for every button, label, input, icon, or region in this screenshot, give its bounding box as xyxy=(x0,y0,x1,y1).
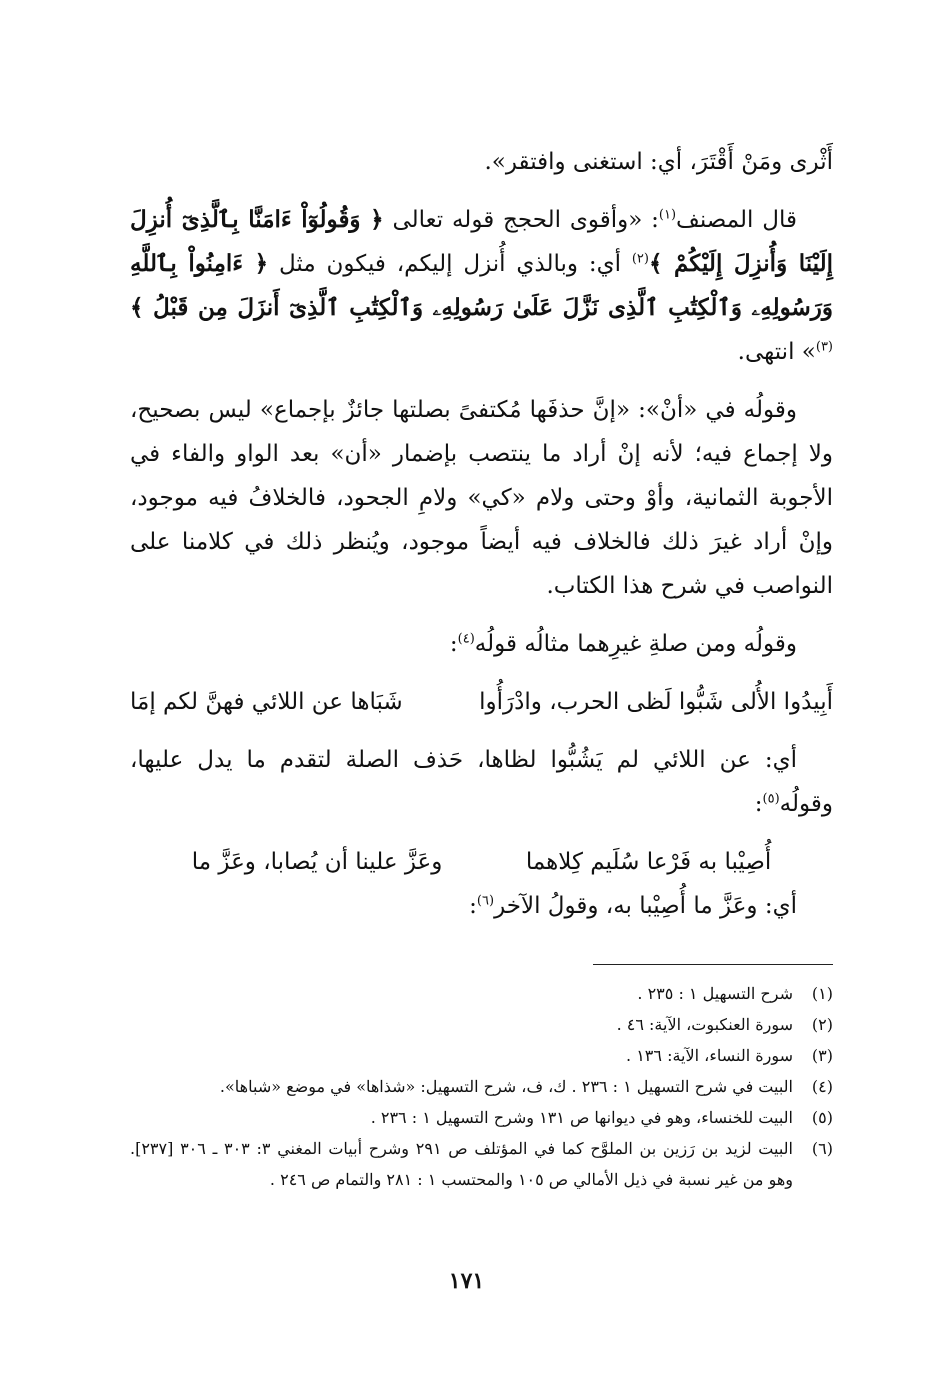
footnote-number: (١) xyxy=(811,984,833,1003)
footnote-ref-5[interactable]: (٥) xyxy=(762,791,780,807)
paragraph-4-end: : xyxy=(449,631,458,657)
poem-verse-2 xyxy=(130,840,833,884)
paragraph-5-end: : xyxy=(754,791,763,817)
paragraph-6 xyxy=(130,884,833,928)
paragraph-2-text-2: أي: وبالذي أُنزل إليكم، فيكون مثل xyxy=(278,251,621,277)
footnote-text: البيت للخنساء، وهو في ديوانها ص ١٣١ وشرح التسهيل ١ : ٢٣٦ . xyxy=(370,1108,793,1127)
footnote-number: (٦) xyxy=(811,1139,833,1158)
main-text xyxy=(130,140,833,928)
footnote-text: البيت في شرح التسهيل ١ : ٢٣٦ . ك، ف، شرح التسهيل: «شذاها» في موضع «شباها». xyxy=(219,1077,793,1096)
footnote-item xyxy=(130,1009,833,1040)
footnote-divider xyxy=(593,964,833,965)
footnote-text: سورة النساء، الآية: ١٣٦ . xyxy=(626,1046,793,1065)
page-number: ١٧١ xyxy=(448,1268,485,1294)
verse-1-second-hemistich: شَبَاها عن اللائي فهنَّ لكم إمَا xyxy=(130,689,403,715)
paragraph-6-end: : xyxy=(469,893,477,919)
quran-verse-1: ﴿ وَقُولُوٓاْ ءَامَنَّا بِٱلَّذِىٓ أُنزِلَ إِلَيْنَا وَأُنزِلَ إِلَيْكُمْ ﴾ xyxy=(130,206,833,277)
footnote-item xyxy=(130,1133,833,1195)
footnote-item xyxy=(130,1102,833,1133)
footnote-number: (٤) xyxy=(811,1077,833,1096)
poem-verse-1 xyxy=(130,680,833,724)
footnote-ref-2[interactable]: (٢) xyxy=(631,251,649,267)
footnote-ref-1[interactable]: (١) xyxy=(658,207,677,223)
paragraph-2-end: » انتهى. xyxy=(737,339,816,365)
footnotes xyxy=(130,978,833,1195)
paragraph-2-text: : «وأقوى الحجج قوله تعالى xyxy=(392,207,659,233)
paragraph-5-text: أي: عن اللائي لم يَشُبُّوا لظاها، حَذف الصلة لتقدم ما يدل عليها، وقولُه xyxy=(130,747,833,817)
footnote-text: سورة العنكبوت، الآية: ٤٦ . xyxy=(616,1015,793,1034)
paragraph-6-text: أي: وعَزَّ ما أُصِيْبا به، وقولُ الآخر xyxy=(494,893,797,919)
footnote-text: البيت لزيد بن رَزين بن الملوَّح كما في المؤتلف ص ٢٩١ وشرح أبيات المغني ٣: ٣٠٣ ـ ٣٠٦ [٢٣٧]. وهو من غير نسبة في ذيل الأمالي ص ١٠٥ والمحتسب ١ : ٢٨١ والتمام ص ٢٤٦ . xyxy=(130,1139,793,1189)
footnote-text: شرح التسهيل ١ : ٢٣٥ . xyxy=(637,984,793,1003)
paragraph-2 xyxy=(130,198,833,374)
verse-1-first-hemistich: أَبِيدُوا الأُلى شَبُّوا لَظى الحرب، وادْرَأُوا xyxy=(479,689,833,715)
footnote-ref-4[interactable]: (٤) xyxy=(457,631,475,647)
verse-2-first-hemistich: أُصِيْبا به فَرْعا سُلَيم كِلاهما xyxy=(525,849,772,875)
quran-verse-2: ﴿ ءَامِنُواْ بِٱللَّهِ وَرَسُولِهِۦ وَٱلْكِتَٰبِ ٱلَّذِى نَزَّلَ عَلَىٰ رَسُولِهِۦ وَٱلْكِتَٰبِ ٱلَّذِىٓ أَنزَلَ مِن قَبْلُ ﴾ xyxy=(130,250,833,321)
footnote-item xyxy=(130,978,833,1009)
footnote-item xyxy=(130,1071,833,1102)
footnote-number: (٥) xyxy=(811,1108,833,1127)
paragraph-4 xyxy=(130,622,833,666)
paragraph-4-text: وقولُه ومن صلةِ غيرِهما مثالُه قولُه xyxy=(474,631,797,657)
footnote-ref-6[interactable]: (٦) xyxy=(476,893,495,909)
footnote-ref-3[interactable]: (٣) xyxy=(815,339,833,355)
paragraph-3: وقولُه في «أنْ»: «إنَّ حذفَها مُكتفىً بصلتها جائزٌ بإجماع» ليس بصحيح، ولا إجماع فيه؛ لأنه إنْ أراد ما ينتصب بإضمار «أن» بعد الواو والفاء في الأجوبة الثمانية، وأوْ وحتى ولام «كي» ولامِ الجحود، فالخلافُ فيه موجود، وإنْ أراد غيرَ ذلك فالخلاف فيه أيضاً موجود، ويُنظر ذلك في كلامنا على النواصب في شرح هذا الكتاب. xyxy=(130,397,833,599)
footnote-number: (٣) xyxy=(811,1046,833,1065)
paragraph-1: أَثْرى ومَنْ أَقْتَرَ، أي: استغنى وافتقر». xyxy=(484,149,833,175)
paragraph-5 xyxy=(130,738,833,826)
footnote-item xyxy=(130,1040,833,1071)
footnote-number: (٢) xyxy=(811,1015,833,1034)
author-quote-lead: قال المصنف xyxy=(676,207,797,233)
verse-2-second-hemistich: وعَزَّ علينا أن يُصابا، وعَزَّ ما xyxy=(191,849,443,875)
